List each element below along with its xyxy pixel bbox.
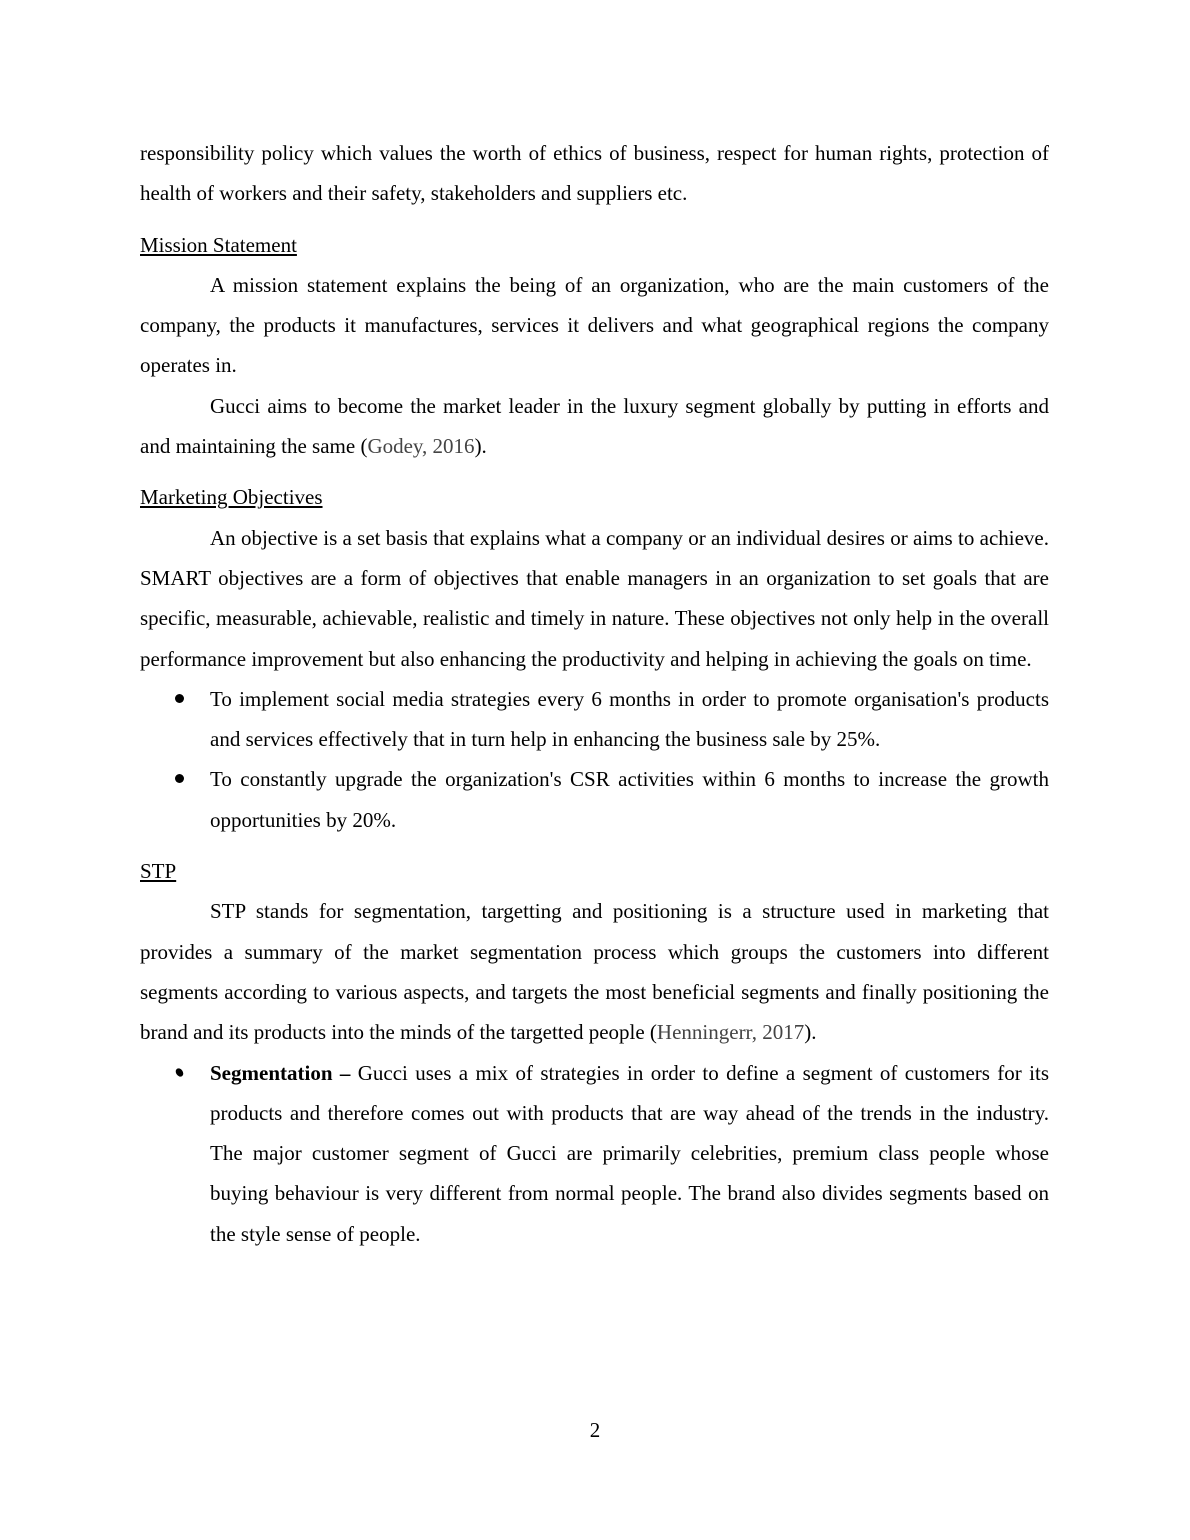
objectives-list [140,679,1049,840]
mission-statement-heading: Mission Statement [140,232,297,257]
objectives-paragraph: An objective is a set basis that explains what a company or an individual desires or aims to achieve. SMART objectives are a form of objectives that enable managers in an organization to set goals that are specific, measurable, achievable, realistic and timely in nature. These objectives not only help in the overall performance improvement but also enhancing the productivity and helping in achieving the goals on time. [140,525,1049,671]
intro-paragraph: responsibility policy which values the worth of ethics of business, respect for human rights, protection of health of workers and their safety, stakeholders and suppliers etc. [140,141,1049,206]
list-item [140,759,1049,840]
stp-list [140,1053,1049,1254]
list-item [140,679,1049,760]
stp-paragraph-text: STP stands for segmentation, targetting and positioning is a structure used in marketing that provides a summary of the market segmentation process which groups the customers into different segments according to various aspects, and targets the most beneficial segments and finally positioning the brand and its products into the minds of the targetted people ( [140,899,1049,1045]
segmentation-text: Gucci uses a mix of strategies in order to define a segment of customers for its products and therefore comes out with products that are way ahead of the trends in the industry. The major customer segment of Gucci are primarily celebrities, premium class people whose buying behaviour is very different from normal people. The brand also divides segments based on the style sense of people. [210,1060,1049,1246]
mission-paragraph-2 [140,386,1049,467]
mission-paragraph-2-end: ). [474,434,487,459]
citation-godey: Godey, 2016 [367,434,475,459]
page-number: 2 [589,1418,601,1442]
stp-paragraph-end: ). [804,1020,817,1045]
objective-bullet-2: To constantly upgrade the organization's CSR activities within 6 months to increase the growth opportunities by 20%. [210,767,1049,832]
stp-heading: STP [140,859,177,884]
list-item [140,1053,1049,1254]
objective-bullet-1: To implement social media strategies every 6 months in order to promote organisation's products and services effectively that in turn help in enhancing the business sale by 25%. [210,686,1049,752]
bullet-icon [174,1066,185,1077]
mission-paragraph-2-text: Gucci aims to become the market leader in the luxury segment globally by putting in efforts and and maintaining the same ( [140,393,1049,459]
stp-paragraph [140,891,1049,1052]
marketing-objectives-heading: Marketing Objectives [140,485,323,510]
citation-henningerr: Henningerr, 2017 [656,1020,805,1045]
mission-paragraph-1: A mission statement explains the being of an organization, who are the main customers of the company, the products it manufactures, services it delivers and what geographical regions the company operates in. [140,272,1049,378]
document-page [140,133,1049,1254]
segmentation-label: Segmentation – [210,1060,351,1085]
bullet-icon [175,694,184,703]
bullet-icon [175,774,184,783]
